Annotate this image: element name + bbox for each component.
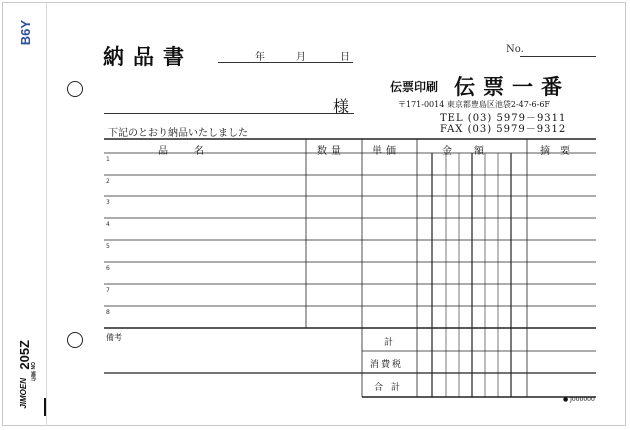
- header-amount: 金 額: [442, 146, 490, 157]
- date-day-label: 日: [340, 52, 350, 63]
- row-number-8: 8: [106, 309, 110, 316]
- header-quantity: 数量: [317, 146, 345, 157]
- date-year-label: 年: [255, 52, 265, 63]
- size-code: B6Y: [18, 20, 33, 46]
- row-number-4: 4: [106, 221, 110, 228]
- row-number-3: 3: [106, 199, 110, 206]
- header-item: 品 名: [158, 146, 212, 157]
- tax-label: 消費税: [370, 360, 404, 370]
- form-title: 納品書: [103, 44, 193, 69]
- company-label: 伝票印刷: [390, 80, 439, 94]
- company-name: 伝票一番: [454, 75, 570, 99]
- row-number-6: 6: [106, 265, 110, 272]
- remarks-label: 備考: [106, 333, 122, 342]
- company-tel: TEL (03) 5979－9311: [440, 113, 567, 124]
- footer-code: ● J000000: [563, 396, 595, 403]
- slip-number-label: No.: [506, 44, 524, 55]
- row-number-7: 7: [106, 287, 110, 294]
- subtotal-label: 計: [384, 338, 398, 348]
- row-number-1: 1: [106, 156, 110, 163]
- brand-sub: 伝票 NO: [31, 362, 37, 381]
- row-number-2: 2: [106, 178, 110, 185]
- company-address: 〒171-0014 東京都豊島区池袋2-47-6-6F: [398, 100, 550, 109]
- total-label: 合計: [374, 383, 409, 393]
- brand-logo: JIMOEN: [19, 378, 28, 409]
- header-unit-price: 単価: [372, 146, 400, 157]
- row-number-5: 5: [106, 243, 110, 250]
- company-fax: FAX (03) 5979－9312: [440, 124, 567, 135]
- header-remarks: 摘要: [540, 146, 580, 157]
- honorific-label: 様: [333, 97, 350, 116]
- date-month-label: 月: [296, 52, 306, 63]
- product-code: 205Z: [17, 340, 32, 370]
- delivery-note: 下記のとおり納品いたしました: [108, 128, 248, 139]
